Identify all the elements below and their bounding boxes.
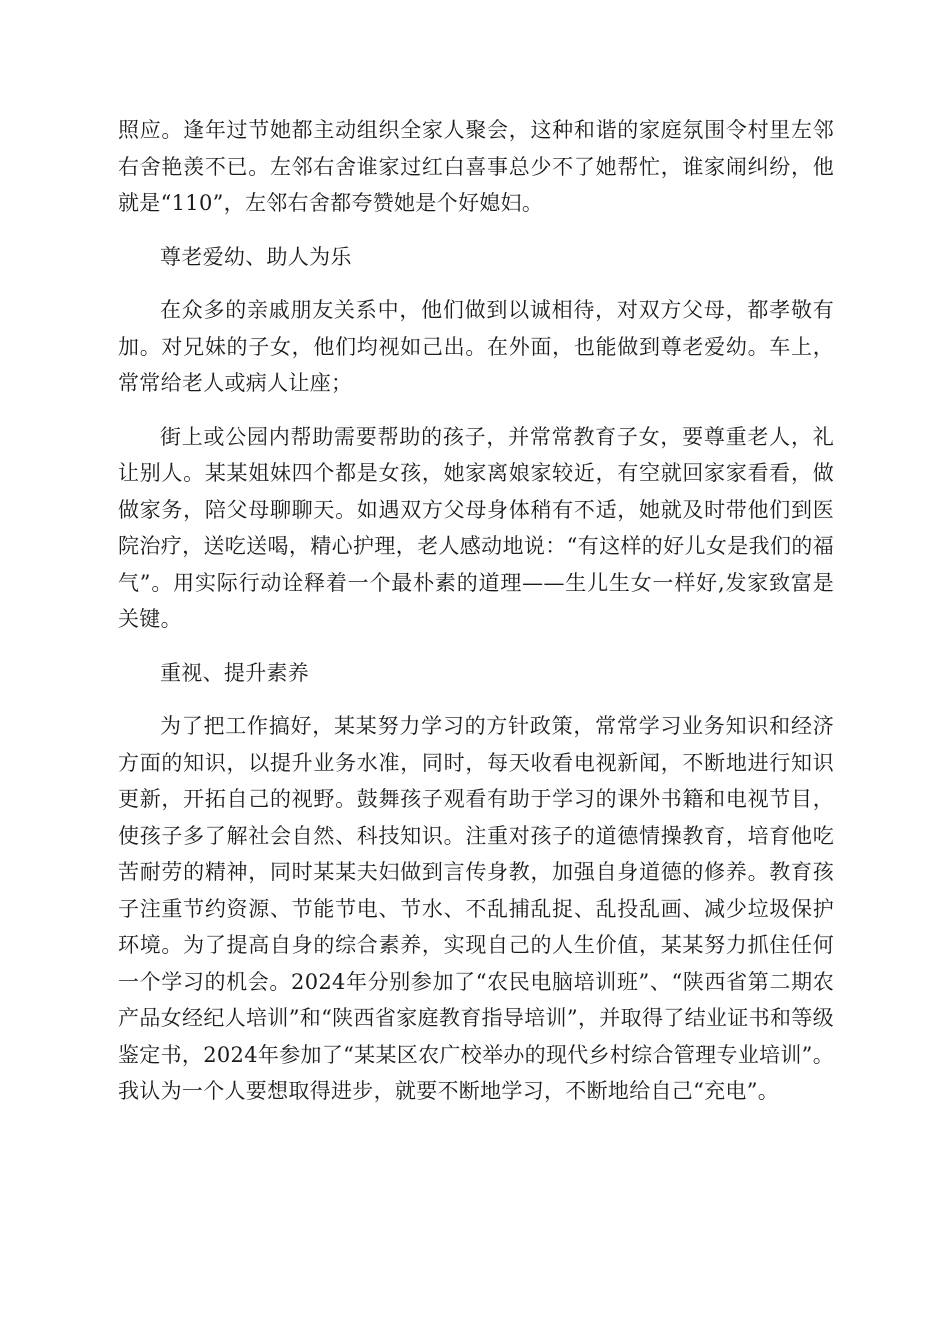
section-heading-respect-elders: 尊老爱幼、助人为乐 [160, 244, 352, 269]
paragraph-relatives: 在众多的亲戚朋友关系中，他们做到以诚相待，对双方父母，都孝敬有加。对兄妹的子女，他们均视如己出。在外面，也能做到尊老爱幼。车上，常常给老人或病人让座； [118, 298, 834, 395]
document-body [118, 112, 834, 1110]
paragraph-helping-others: 街上或公园内帮助需要帮助的孩子，并常常教育子女，要尊重老人，礼让别人。某某姐妹四个都是女孩，她家离娘家较近，有空就回家家看看，做做家务，陪父母聊聊天。如遇双方父母身体稍有不适，她就及时带他们到医院治疗，送吃送喝，精心护理，老人感动地说：“有这样的好儿女是我们的福气”。用实际行动诠释着一个最朴素的道理——生儿生女一样好,发家致富是关键。 [118, 424, 834, 631]
paragraph-learning: 为了把工作搞好，某某努力学习的方针政策，常常学习业务知识和经济方面的知识，以提升业务水准，同时，每天收看电视新闻，不断地进行知识更新，开拓自己的视野。鼓舞孩子观看有助于学习的课外书籍和电视节目，使孩子多了解社会自然、科技知识。注重对孩子的道德情操教育，培育他吃苦耐劳的精神，同时某某夫妇做到言传身教，加强自身道德的修养。教育孩子注重节约资源、节能节电、节水、不乱捕乱捉、乱投乱画、减少垃圾保护环境。为了提高自身的综合素养，实现自己的人生价值，某某努力抓住任何一个学习的机会。2024年分别参加了“农民电脑培训班”、“陕西省第二期农产品女经纪人培训”和“陕西省家庭教育指导培训”，并取得了结业证书和等级鉴定书，2024年参加了“某某区农广校举办的现代乡村综合管理专业培训”。我认为一个人要想取得进步，就要不断地学习，不断地给自己“充电”。 [118, 714, 834, 1103]
paragraph-continuation: 照应。逢年过节她都主动组织全家人聚会，这种和谐的家庭氛围令村里左邻右舍艳羡不已。左邻右舍谁家过红白喜事总少不了她帮忙，谁家闹纠纷，他就是“110”，左邻右舍都夸赞她是个好媳妇。 [118, 118, 834, 215]
section-heading-self-improvement: 重视、提升素养 [160, 660, 310, 685]
